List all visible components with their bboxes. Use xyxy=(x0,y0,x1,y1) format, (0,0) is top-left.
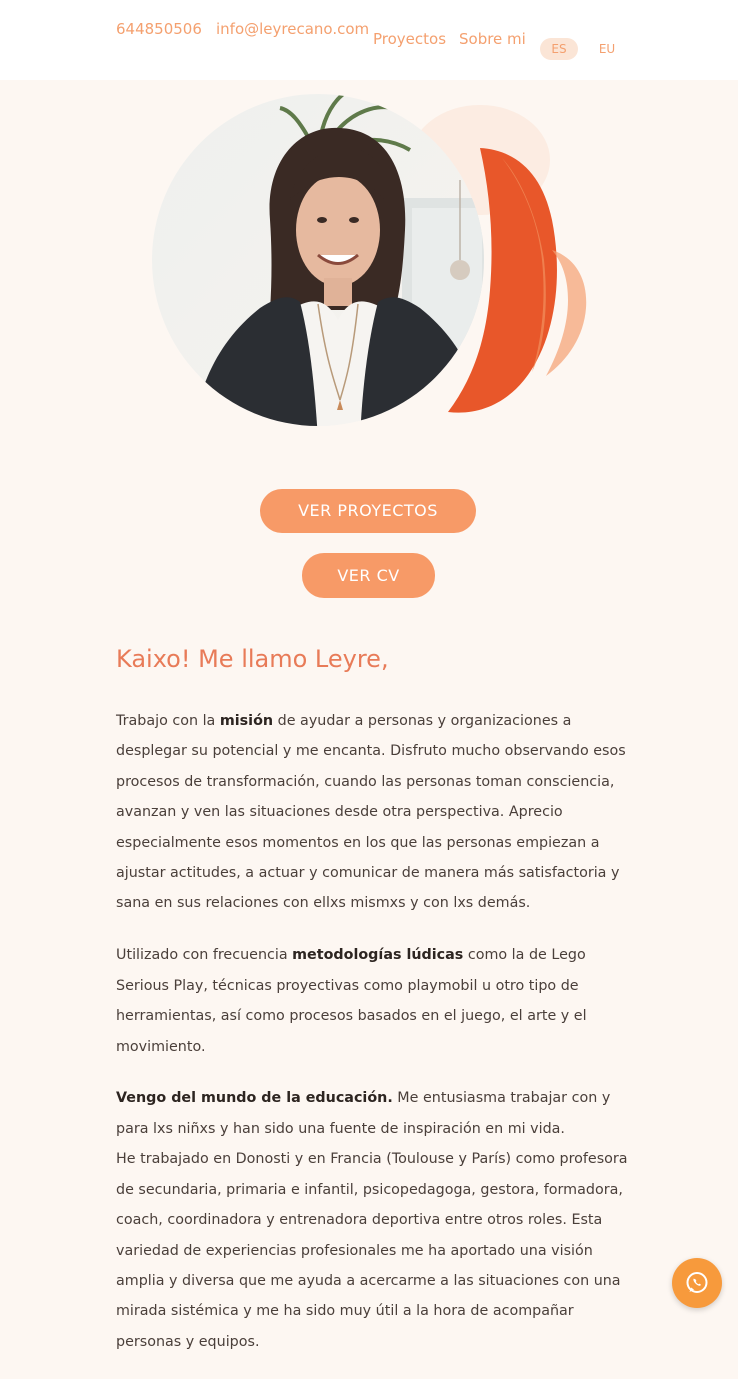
education-highlight: Vengo del mundo de la educación. xyxy=(116,1090,393,1107)
paragraph-text: Me entusiasma trabajar con y para lxs niñxs y han sido una fuente de inspiración en mi vida. xyxy=(116,1090,611,1137)
paragraph-text: Utilizado con frecuencia xyxy=(116,947,293,964)
nav-about-link[interactable]: Sobre mi xyxy=(459,30,526,48)
intro-paragraph-mission xyxy=(116,706,628,919)
intro-heading: Kaixo! Me llamo Leyre, xyxy=(116,645,389,673)
whatsapp-icon xyxy=(683,1269,711,1297)
view-projects-button[interactable]: VER PROYECTOS xyxy=(260,489,476,533)
profile-photo xyxy=(150,80,610,440)
profile-portrait-illustration xyxy=(150,80,610,440)
email-link[interactable]: info@leyrecano.com xyxy=(216,20,370,38)
intro-text xyxy=(116,706,628,1379)
view-cv-button[interactable]: VER CV xyxy=(302,553,435,598)
site-header xyxy=(0,0,738,80)
whatsapp-button[interactable] xyxy=(672,1258,722,1308)
paragraph-text: como la de Lego Serious Play, técnicas proyectivas como playmobil u otro tipo de herramientas, así como procesos basados en el juego, el arte y el movimiento. xyxy=(116,947,587,1055)
intro-paragraph-education xyxy=(116,1083,628,1357)
paragraph-text: He trabajado en Donosti y en Francia (Toulouse y París) como profesora de secundaria, primaria e infantil, psicopedagoga, gestora, formadora, coach, coordinadora y entrenadora deportiva entre otros roles. Esta variedad de experiencias profesionales me ha aportado una visión amplia y diversa que me ayuda a acercarme a las situaciones con una mirada sistémica y me ha sido muy útil a la hora de acompañar personas y equipos. xyxy=(116,1151,628,1350)
mission-highlight: misión xyxy=(219,713,274,729)
methods-highlight: metodologías lúdicas xyxy=(292,947,464,964)
intro-paragraph-methods xyxy=(116,940,628,1062)
phone-link[interactable]: 644850506 xyxy=(116,20,202,38)
language-es-button[interactable]: ES xyxy=(540,38,578,60)
language-eu-button[interactable]: EU xyxy=(598,42,616,56)
nav-projects-link[interactable]: Proyectos xyxy=(373,30,447,48)
paragraph-text: de ayudar a personas y organizaciones a desplegar su potencial y me encanta. Disfruto mucho observando esos procesos de transformación, cuando las personas toman consciencia, avanzan y ven las situaciones desde otra perspectiva. Aprecio especialmente esos momentos en los que las personas empiezan a ajustar actitudes, a actuar y comunicar de manera más satisfactoria y sana en sus relaciones con ellxs mismxs y con lxs demás. xyxy=(116,713,626,912)
paragraph-text: Trabajo con la xyxy=(116,713,220,729)
